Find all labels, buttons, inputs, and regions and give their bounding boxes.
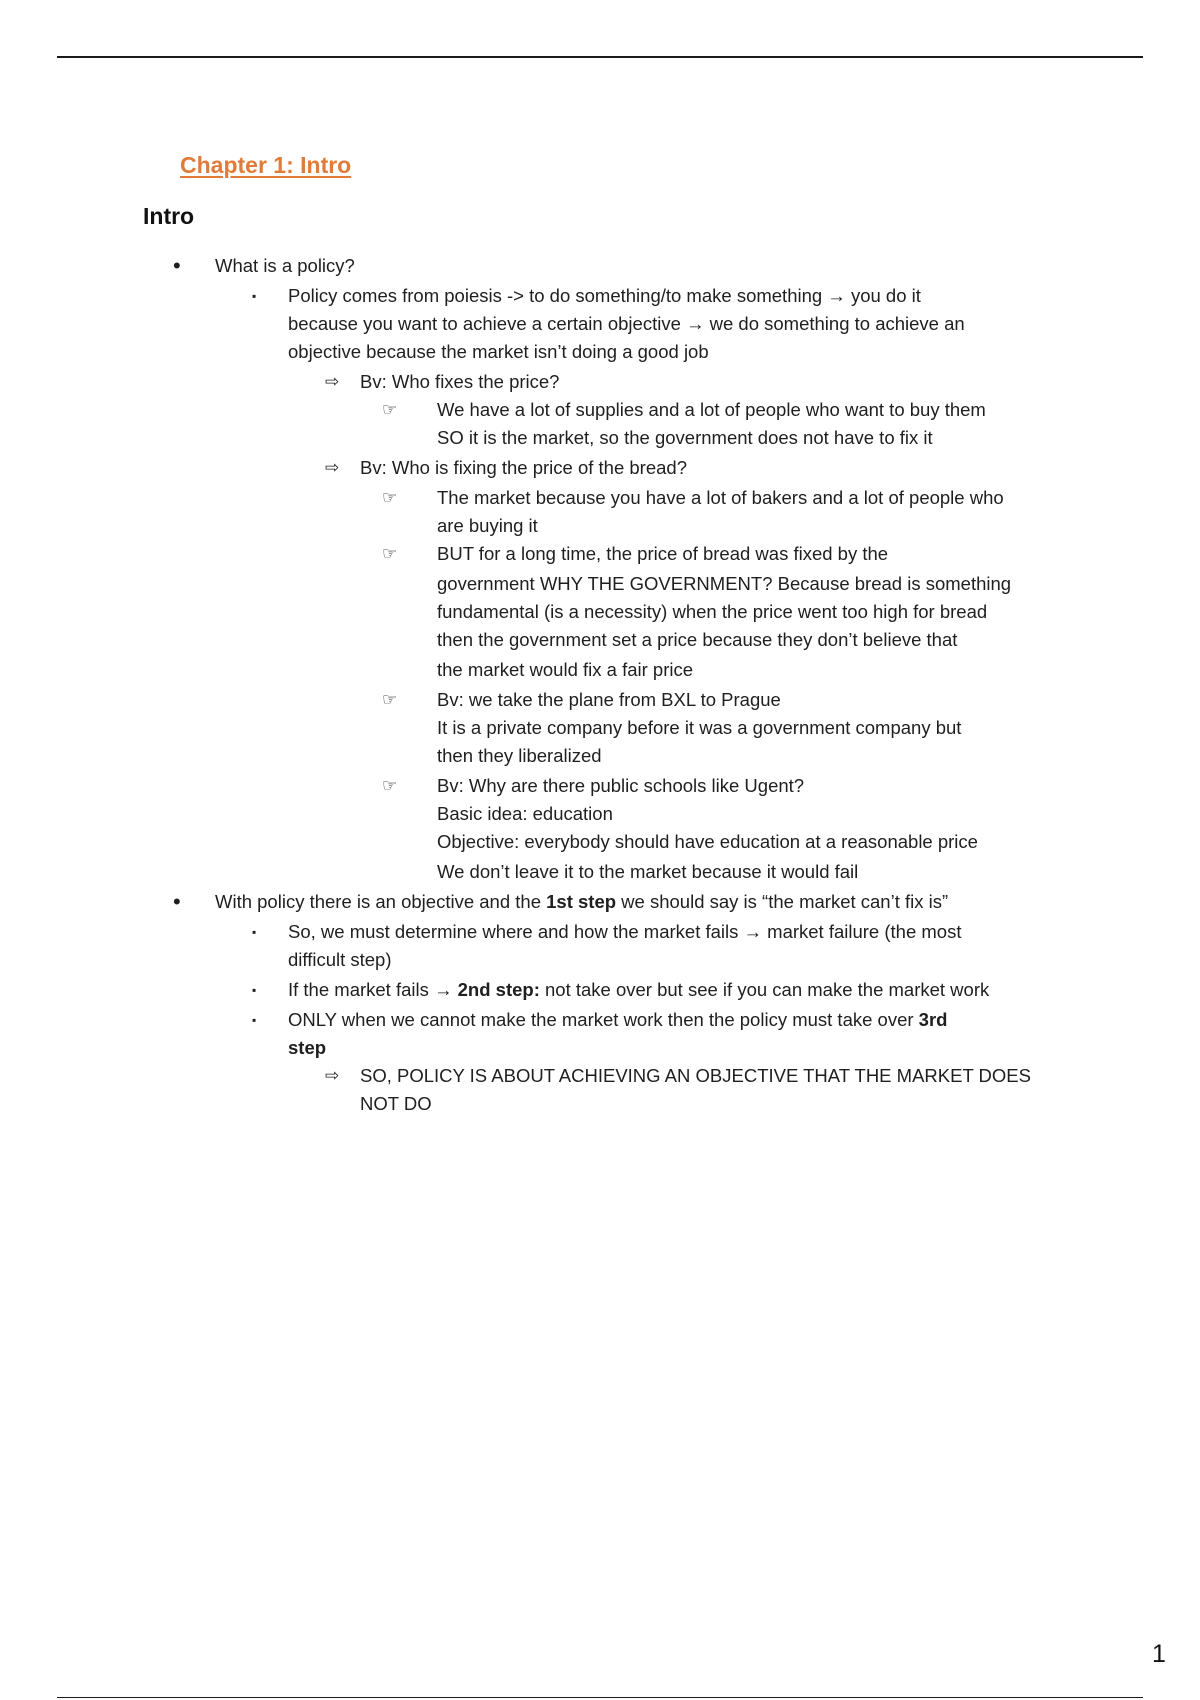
list-item: BUT for a long time, the price of bread was fixed by the [437,543,889,564]
list-item-cont: fundamental (is a necessity) when the price went too high for bread [437,601,988,622]
arrow-bullet-icon: ⇨ [325,1066,340,1085]
list-item-cont: Objective: everybody should have education at a reasonable price [437,831,978,852]
arrow-bullet-icon: ⇨ [325,372,340,391]
list-item-cont: difficult step) [288,949,392,970]
square-bullet-icon: ▪ [252,925,257,939]
list-item-cont: Basic idea: education [437,803,613,824]
header-rule [57,56,1143,58]
list-item: Bv: Why are there public schools like Ugent? [437,775,805,796]
square-bullet-icon: ▪ [252,289,257,303]
list-item-cont: then they liberalized [437,745,602,766]
list-item-cont: because you want to achieve a certain objective → we do something to achieve an [288,313,965,334]
list-item: We have a lot of supplies and a lot of people who want to buy them [437,399,986,420]
section-heading: Intro [143,203,195,229]
list-item-cont: NOT DO [360,1093,432,1114]
list-item: Bv: we take the plane from BXL to Prague [437,689,781,710]
list-item: So, we must determine where and how the market fails → market failure (the most [288,921,962,942]
list-item-cont: SO it is the market, so the government does not have to fix it [437,427,933,448]
list-item: With policy there is an objective and the 1st step we should say is “the market can’t fix is” [215,891,949,912]
chapter-title: Chapter 1: Intro [180,152,352,178]
list-item-cont: objective because the market isn’t doing a good job [288,341,709,362]
list-item-cont: the market would fix a fair price [437,659,694,680]
list-item: Bv: Who fixes the price? [360,371,560,392]
hand-bullet-icon: ☞ [382,690,398,709]
square-bullet-icon: ▪ [252,1013,257,1027]
page-number: 1 [1152,1640,1166,1668]
list-item-cont: It is a private company before it was a government company but [437,717,962,738]
hand-bullet-icon: ☞ [382,544,398,563]
list-item-cont: government WHY THE GOVERNMENT? Because bread is something [437,573,1012,594]
hand-bullet-icon: ☞ [382,488,398,507]
list-item: If the market fails → 2nd step: not take over but see if you can make the market work [288,979,990,1000]
list-item-cont: are buying it [437,515,538,536]
list-item: ONLY when we cannot make the market work then the policy must take over 3rd [288,1009,948,1030]
list-item-cont: We don’t leave it to the market because it would fail [437,861,859,882]
list-item-cont: then the government set a price because they don’t believe that [437,629,958,650]
list-item: SO, POLICY IS ABOUT ACHIEVING AN OBJECTIVE THAT THE MARKET DOES [360,1065,1031,1086]
list-item: The market because you have a lot of bakers and a lot of people who [437,487,1004,508]
list-item: What is a policy? [215,255,355,276]
bullet-icon: • [173,889,181,914]
list-item: Policy comes from poiesis -> to do something/to make something → you do it [288,285,921,306]
bullet-icon: • [173,253,181,278]
footer-rule [57,1697,1143,1698]
list-item-cont: step [288,1037,327,1058]
square-bullet-icon: ▪ [252,983,257,997]
arrow-bullet-icon: ⇨ [325,458,340,477]
hand-bullet-icon: ☞ [382,776,398,795]
hand-bullet-icon: ☞ [382,400,398,419]
list-item: Bv: Who is fixing the price of the bread? [360,457,688,478]
